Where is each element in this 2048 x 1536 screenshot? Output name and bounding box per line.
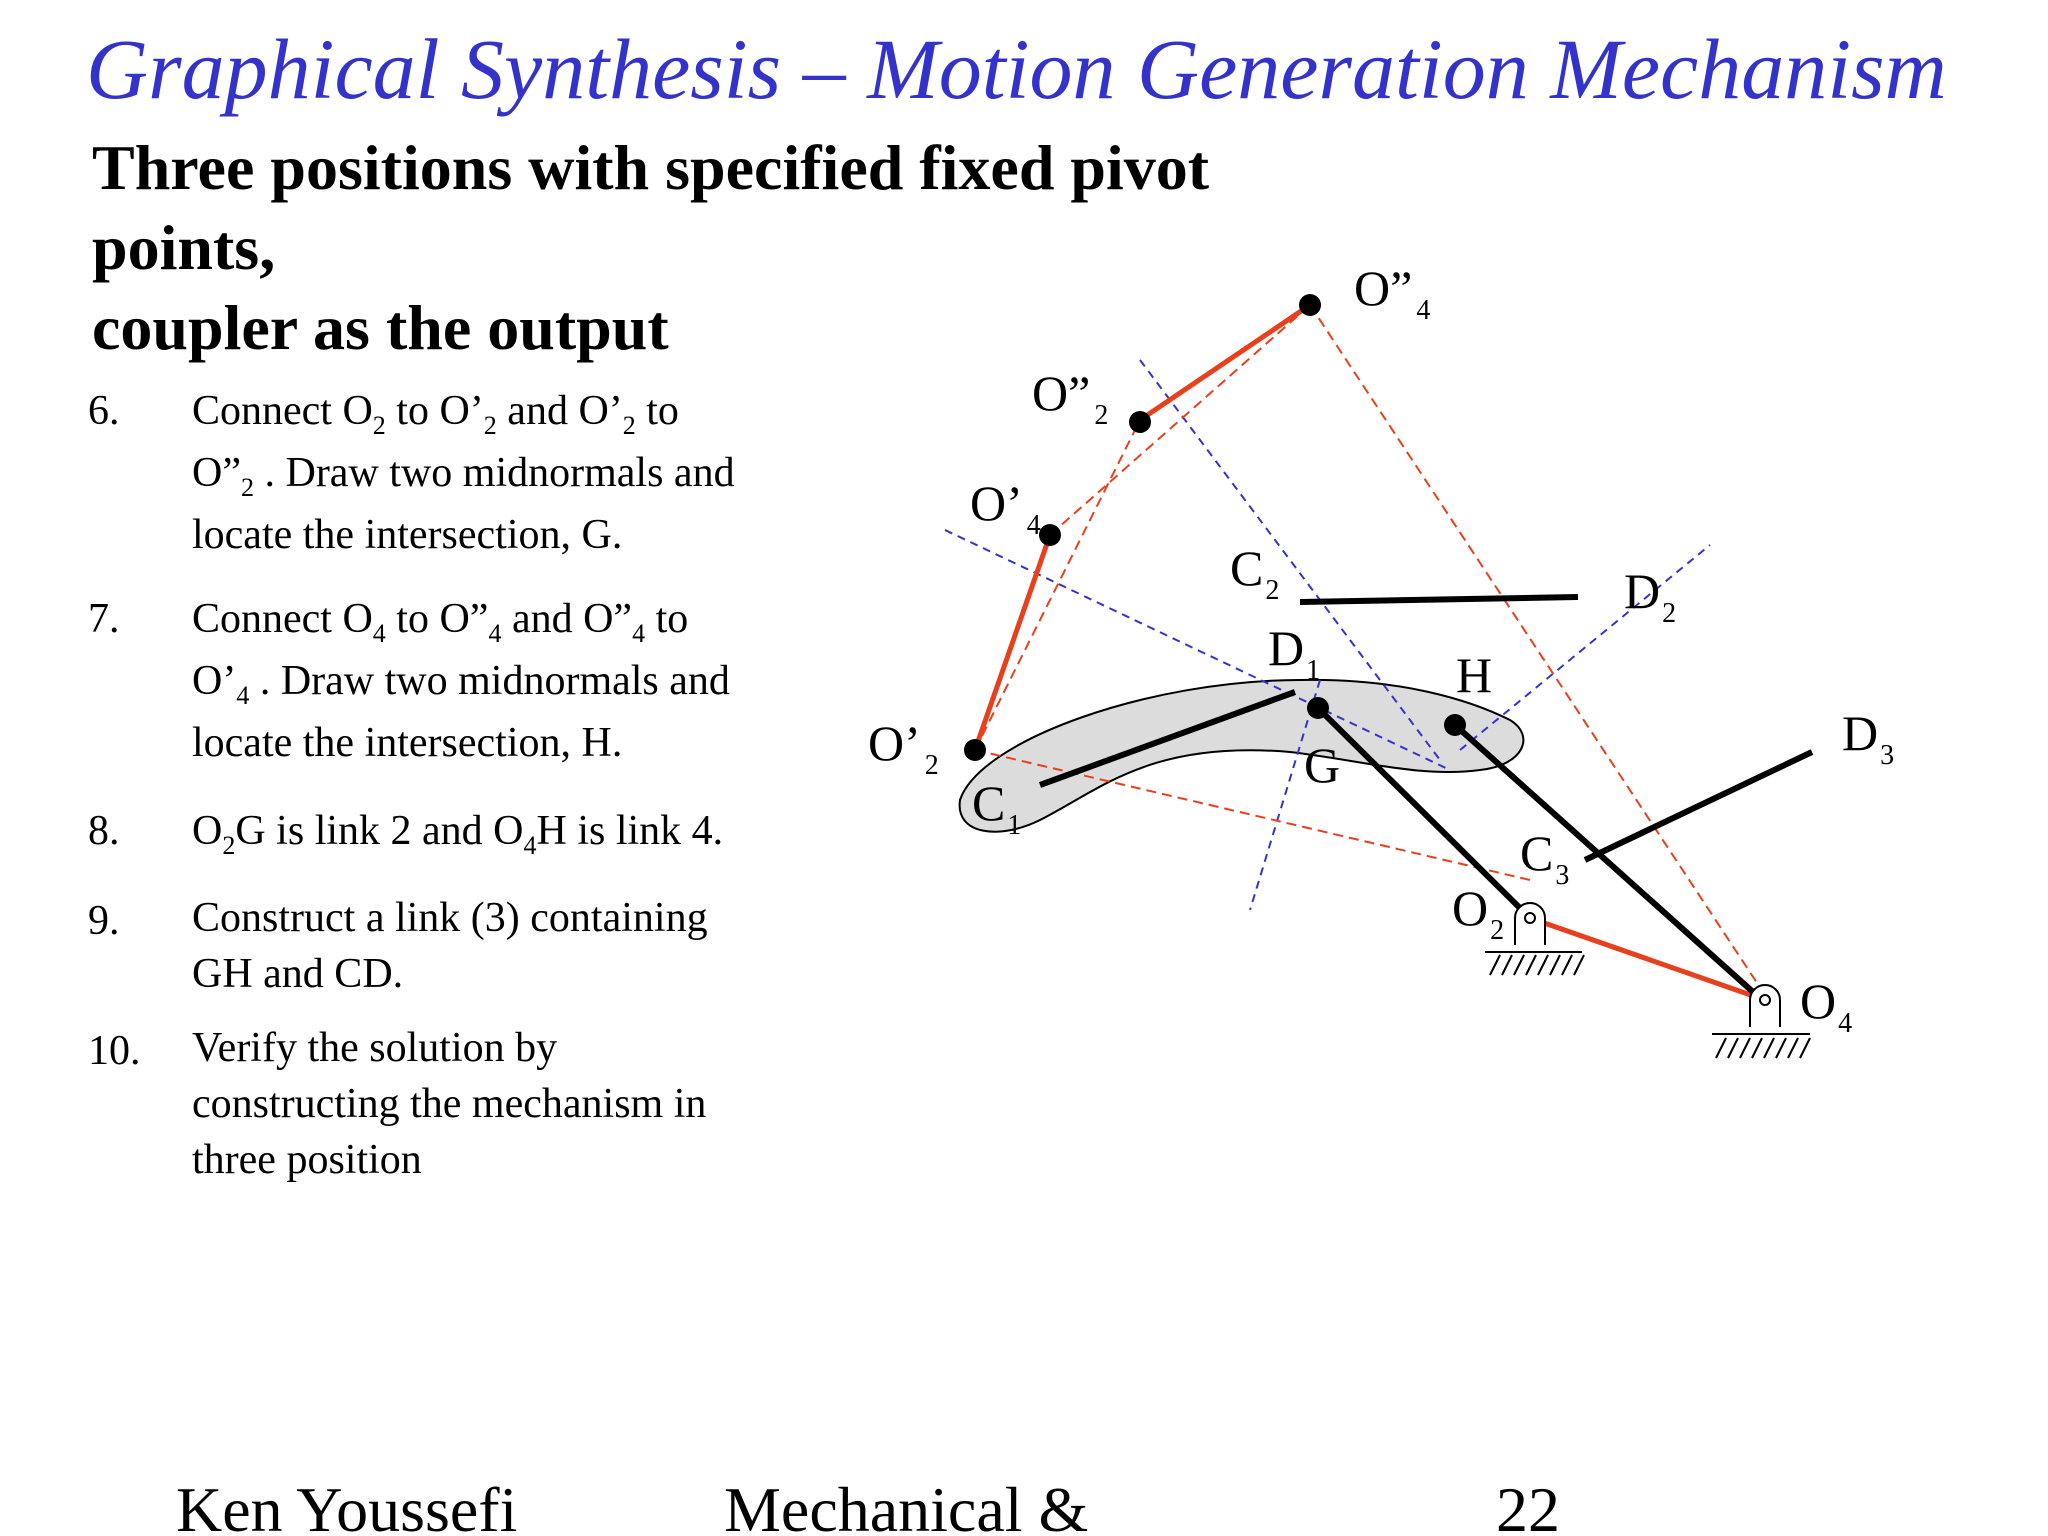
- midnormal-line: [1460, 545, 1710, 750]
- step-number: 9.: [88, 898, 120, 944]
- construction-line: [975, 420, 1140, 750]
- footer-department: Mechanical &: [724, 1474, 1089, 1536]
- text-run: and O’: [496, 388, 623, 434]
- step-number: 6.: [88, 388, 120, 434]
- label-o4pp: O” $_4$: [1354, 260, 1431, 326]
- text-run: to O”: [385, 596, 489, 642]
- text-run: O”: [192, 450, 241, 496]
- subscript: 4: [236, 681, 250, 710]
- text-run: constructing the mechanism in: [192, 1081, 707, 1127]
- step-number: 10.: [88, 1028, 141, 1074]
- text-run: to O’: [385, 388, 484, 434]
- text-run: Connect O: [192, 388, 373, 434]
- label-c1: $C_1$: [972, 775, 1022, 841]
- text-run: O: [192, 808, 223, 854]
- step-number: 7.: [88, 596, 120, 642]
- label-c3: $C_3$: [1520, 825, 1570, 891]
- point-o4pp: [1299, 294, 1321, 316]
- subscript: 2: [483, 411, 497, 440]
- label-o2p: O’ $_2$: [868, 715, 939, 781]
- coupler-line-c3-d3: [1585, 752, 1812, 860]
- coupler-line-c2-d2: [1300, 597, 1578, 602]
- coupler-link-body: [960, 680, 1524, 832]
- text-run: three position: [192, 1137, 422, 1183]
- label-o2pp: O” $_2$: [1032, 365, 1109, 431]
- subtitle-line-1: Three positions with specified fixed pivot points,: [92, 132, 1210, 283]
- text-run: O’: [192, 658, 237, 704]
- red-link-o2pp-o4pp: [1140, 305, 1310, 420]
- label-g: G: [1304, 737, 1341, 793]
- footer-page-number: 22: [1496, 1474, 1560, 1536]
- point-o2p: [964, 739, 986, 761]
- step-number: 8.: [88, 808, 120, 854]
- text-run: H is link 4.: [536, 808, 724, 854]
- subscript: 2: [222, 831, 236, 860]
- subscript: 2: [240, 473, 254, 502]
- subscript: 2: [372, 411, 386, 440]
- subscript: 2: [622, 411, 636, 440]
- point-o4p: [1039, 524, 1061, 546]
- label-d1: $D_1$: [1268, 620, 1321, 686]
- text-run: to: [645, 596, 689, 642]
- label-h: H: [1456, 647, 1493, 703]
- red-link-o2p-o4p: [975, 535, 1050, 750]
- construction-line: [1310, 305, 1765, 995]
- subscript: 4: [372, 619, 386, 648]
- subscript: 4: [523, 831, 537, 860]
- subscript: 4: [488, 619, 502, 648]
- link-4-o4-h: [1455, 725, 1762, 1000]
- subtitle-line-2: coupler as the output: [92, 292, 669, 363]
- label-d2: $D_2$: [1624, 563, 1677, 629]
- point-o2pp: [1129, 411, 1151, 433]
- label-d3: $D_3$: [1842, 705, 1895, 771]
- text-run: G is link 2 and O: [235, 808, 524, 854]
- ground-pivot-o4: [1712, 985, 1810, 1058]
- text-run: Construct a link (3) containing: [192, 895, 708, 941]
- text-run: . Draw two midnormals and: [249, 658, 730, 704]
- red-link-o2-o4: [1530, 918, 1765, 1000]
- text-run: to: [635, 388, 679, 434]
- text-run: locate the intersection, H.: [192, 720, 623, 766]
- label-o4: $O_4$: [1800, 973, 1853, 1039]
- label-o4p: O’ $_4$: [970, 475, 1041, 541]
- point-h: [1444, 714, 1466, 736]
- label-c2: $C_2$: [1230, 540, 1280, 606]
- point-g: [1307, 697, 1329, 719]
- text-run: Verify the solution by: [192, 1025, 558, 1071]
- slide-title: Graphical Synthesis – Motion Generation Mechanism: [86, 21, 1947, 117]
- text-run: GH and CD.: [192, 951, 404, 997]
- footer-author: Ken Youssefi: [176, 1474, 518, 1536]
- text-run: Connect O: [192, 596, 373, 642]
- text-run: and O”: [501, 596, 633, 642]
- text-run: locate the intersection, G.: [192, 512, 623, 558]
- label-o2: $O_2$: [1452, 880, 1505, 946]
- text-run: . Draw two midnormals and: [253, 450, 735, 496]
- subscript: 4: [632, 619, 646, 648]
